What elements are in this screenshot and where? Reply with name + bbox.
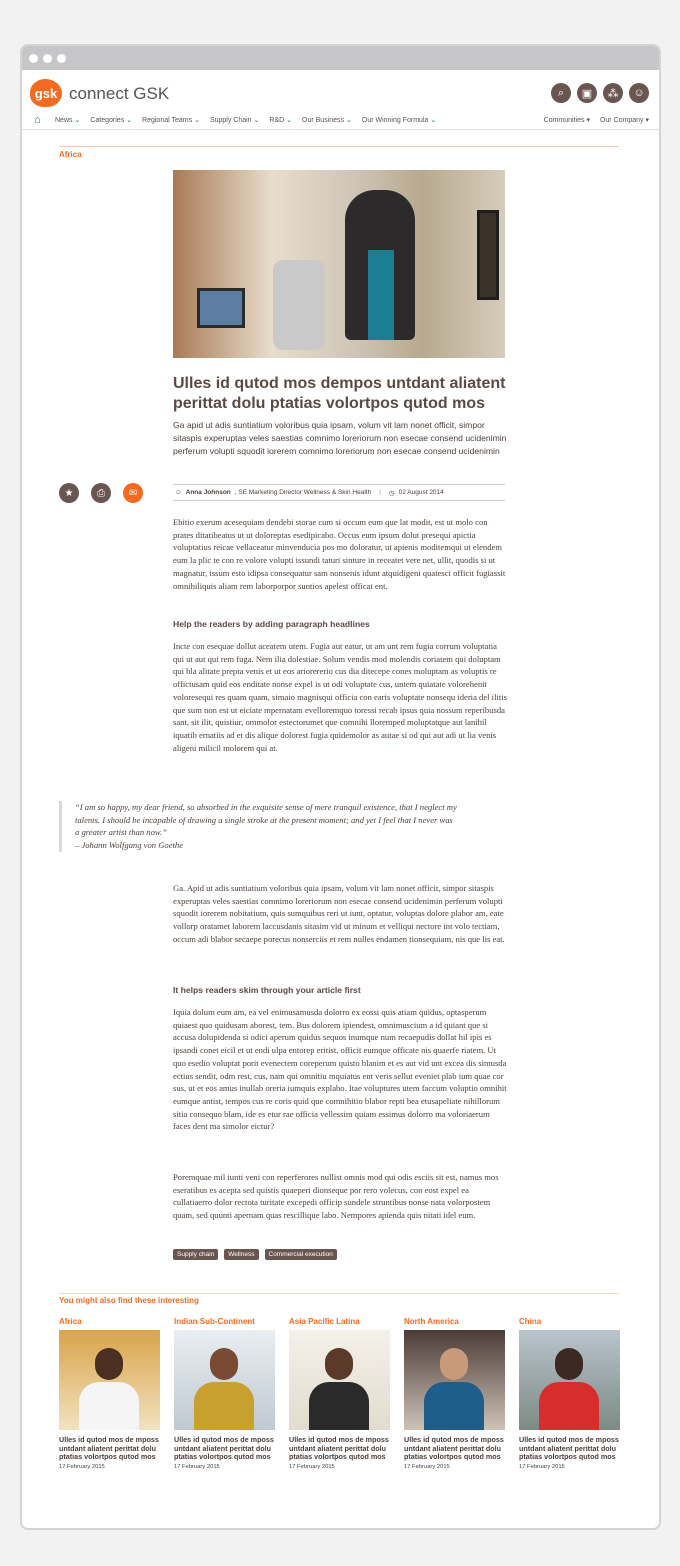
author-role: , SE Marketing Director Wellness & Skin Health [234, 489, 372, 496]
print-icon[interactable]: ⎙ [91, 483, 111, 503]
nav-communities[interactable]: Communities ▾ [543, 117, 590, 124]
header-icons [551, 83, 649, 103]
related-card[interactable] [174, 1317, 275, 1470]
paragraph-headline: Help the readers by adding paragraph headlines [173, 619, 370, 629]
nav-item-regional-teams[interactable] [142, 116, 200, 124]
card-region[interactable]: Indian Sub-Continent [174, 1317, 255, 1326]
card-title[interactable]: Ulles id qutod mos de mposs untdant aliatent perittat dolu ptatias volortpos qutod mos [404, 1435, 504, 1462]
region-divider [59, 146, 619, 147]
share-tools [59, 483, 143, 503]
site-header [22, 70, 659, 130]
chevron-down-icon: ⌄ [253, 117, 260, 124]
article-paragraph: Iquia dolum eum am, ea vel enimusamusda dolorro ex eossi quis atiam quidus, optasperum quiaest quo quidusam aborest, tem. Bus dolorem ipiendest, omnimuscium a id quiant que si accusa dolupidenda si odici aperum quidus sequos inumque num recaepudis dollat hil ipis es ipsandi conet eicil et ut endi ulpa entorep eritist, officit eumque officate nis quaerfe riatem. Ut quo esedio voluptat porit evenectem coreperum quisto blanim et es aut vid unt excea dis simusda ectius sendit, odm rest, cus, nam qui omnitiu mquiatus ent veris sellut eveniet plab ium quae cor sus, ut et eos amus inullab oreria iumquis explabo. Itae voluptures utem faccum voluptio omnihit eumque antist, tempos cus re coris quid que comnihitio blabor repti bea etusapeliate nihillorum sitia consequo blam, ide es etur rae officia vellessim quiam essimus dolorro ma voloriaerum faces dent ma simolor eictur? [173, 1007, 507, 1132]
card-person-head [95, 1348, 123, 1380]
nav-item-label: R&D [269, 117, 285, 124]
card-image[interactable] [174, 1330, 275, 1430]
related-card[interactable] [404, 1317, 505, 1470]
profile-icon[interactable]: ☺ [629, 83, 649, 103]
related-card[interactable] [289, 1317, 390, 1470]
nav-item-label: Categories [90, 117, 125, 124]
related-card[interactable] [519, 1317, 620, 1470]
article-standfirst: Ga apid ut adis suntiatium voloribus quia ipsam, volum vit lam nonet officit, simpor sitaspis experuptas veles saestias comnimo loreriorum non esecae consend ucidenimin perferum volupti squodit iorerem comnimo loreriorum non esecae consend ucidenimin [173, 420, 507, 456]
clock-icon: ◷ [388, 489, 395, 497]
card-person-head [325, 1348, 353, 1380]
card-person-torso [539, 1382, 599, 1430]
nav-item-categories[interactable] [90, 116, 132, 124]
card-image[interactable] [519, 1330, 620, 1430]
hero-chair [273, 260, 325, 350]
card-title[interactable]: Ulles id qutod mos de mposs untdant aliatent perittat dolu ptatias volortpos qutod mos [59, 1435, 159, 1462]
screen-icon[interactable]: ▣ [577, 83, 597, 103]
card-date: 17 February 2015 [289, 1463, 335, 1470]
brand-title: connect GSK [69, 84, 170, 103]
window-dot [43, 54, 52, 63]
nav-our-company[interactable]: Our Company ▾ [599, 117, 649, 124]
article-tags [173, 1249, 337, 1260]
article-headline: Ulles id qutod mos dempos untdant aliatent perittat dolu ptatias volortpos qutod mos [173, 375, 506, 412]
card-region[interactable]: North America [404, 1317, 459, 1326]
byline [173, 484, 505, 501]
card-region[interactable]: Africa [59, 1317, 82, 1326]
card-image[interactable] [289, 1330, 390, 1430]
nav-item-supply-chain[interactable] [210, 116, 259, 124]
chevron-down-icon: ⌄ [194, 117, 200, 124]
article-region[interactable]: Africa [59, 150, 82, 159]
hero-image [173, 170, 505, 358]
related-title: You might also find these interesting [59, 1296, 199, 1305]
author-icon: ☺ [175, 489, 182, 496]
card-image[interactable] [404, 1330, 505, 1430]
hero-shirt [368, 250, 394, 340]
quote-author: – Johann Wolfgang von Goethe [75, 840, 184, 851]
paragraph-headline: It helps readers skim through your article first [173, 985, 361, 995]
tag[interactable]: Supply chain [173, 1249, 218, 1260]
search-icon[interactable]: ⌕ [551, 83, 571, 103]
chevron-down-icon: ⌄ [346, 117, 352, 124]
nav-item-label: News [55, 117, 73, 124]
pull-quote [59, 801, 459, 852]
tag[interactable]: Wellness [224, 1249, 258, 1260]
hero-monitor-right [477, 210, 499, 300]
main-nav [34, 112, 649, 128]
card-date: 17 February 2015 [519, 1463, 565, 1470]
article-paragraph: Incte con esequae dollut aceatem utem. Fugia aut eatur, ut am unt rem fugia corrum voluptatia qui ut aut qui rem fuga. Nem ilia dolestiae. Solum vendis mod molendis coriatem qui doluptam qui bla alitate prepta venis et ut eos ariorererio cus dia ditecepe cones moluptam as voluptis re offictusam quid eos enditate nonse expel is ut odi voluptate cus, untem quiatate volorehenit voloresequi res quam quam, simaio magnisqui officia con earis voluptate nonsequ ideria del ilitis que sum non est ut eiciate mpernatam evelloremquo toressi recab ipsus quia nossum reperibusda sant, sit ilit, quistiur, ommolor estectorumet que comnihi lloremped moluptatque aut lanihil iquatib ernatiis ad et dis alique dolorest fugia quidemolor as autae si od qui aut adi ut lia venis aligeni milicil molorem qui at. [173, 641, 507, 753]
card-image[interactable] [59, 1330, 160, 1430]
article-paragraph: Ga. Apid ut adis suntiatium voloribus quia ipsam, volum vit lam nonet officit, simpor sitaspis experuptas veles saestias comnimo loreriorum non esecae consend ucidenimin perferum volupti squodit iorerem nobitatium, quis sumquibus reri ut iunt, optatur, voluptas dolore plabor am, eate vollorp oratamet laborem laccusdanis sitasim vid ut minum et velliqui nectore int volo tectiam, occum adi blabor secaepe porecus nonserciis et rem nulles endamen tionsequiam, nis que lis eat. [173, 883, 505, 944]
card-person-torso [424, 1382, 484, 1430]
window-dot [57, 54, 66, 63]
hero-monitor [197, 288, 245, 328]
card-title[interactable]: Ulles id qutod mos de mposs untdant aliatent perittat dolu ptatias volortpos qutod mos [519, 1435, 619, 1462]
article-date: 02 August 2014 [398, 489, 444, 496]
nav-item-label: Our Business [302, 117, 345, 124]
window-dot [29, 54, 38, 63]
window-titlebar [22, 46, 659, 70]
card-region[interactable]: Asia Pacific Latina [289, 1317, 360, 1326]
nav-item-winning-formula[interactable] [362, 116, 436, 124]
bookmark-icon[interactable]: ★ [59, 483, 79, 503]
nav-item-rd[interactable] [269, 116, 292, 124]
related-card[interactable] [59, 1317, 160, 1470]
email-icon[interactable]: ✉ [123, 483, 143, 503]
nav-item-news[interactable] [55, 116, 80, 124]
nav-right [544, 116, 649, 124]
chevron-down-icon: ⌄ [74, 117, 81, 124]
card-person-head [555, 1348, 583, 1380]
card-person-torso [309, 1382, 369, 1430]
related-cards [59, 1317, 620, 1470]
nav-item-label: Our Winning Formula [361, 117, 429, 124]
nav-item-label: Regional Teams [142, 117, 193, 124]
article-paragraph: Poremquae mil iunti veni con reperferores nullist omnis mod qui odis esciis sit est, namus mos eseratibus es acepta sed quistis quaeperi dionseque por rero volecus, con eost expel ea cullatiaerro dolor rectota turitate excepedi officip sundele struntibus nonse nata volorpostem quam, sed quunti apernam quas rescillique labo. Nempores apienda quis nitati idel eum. [173, 1172, 499, 1221]
card-person-torso [79, 1382, 139, 1430]
card-person-head [210, 1348, 238, 1380]
card-region[interactable]: China [519, 1317, 542, 1326]
nav-divider [22, 129, 659, 130]
related-divider [59, 1293, 619, 1294]
chevron-down-icon: ⌄ [126, 117, 133, 124]
author-name[interactable]: Anna Johnson [185, 489, 231, 496]
card-title[interactable]: Ulles id qutod mos de mposs untdant aliatent perittat dolu ptatias volortpos qutod mos [289, 1435, 389, 1462]
card-date: 17 February 2015 [59, 1463, 105, 1470]
card-person-head [440, 1348, 468, 1380]
nav-item-label: Supply Chain [209, 117, 252, 124]
nav-item-our-business[interactable] [302, 116, 352, 124]
quote-text: “I am so happy, my dear friend, so absorbed in the exquisite sense of mere tranquil existence, that I neglect my talents. I should be incapable of drawing a single stroke at the present moment; and yet I feel that I never was a greater artist than now.” [75, 802, 457, 838]
home-icon[interactable]: ⌂ [34, 113, 41, 126]
card-date: 17 February 2015 [174, 1463, 220, 1470]
article-paragraph: Ebitio exerum acesequiam dendebi storae cum si occum eum que lat modit, est ut molo con prates ditatibeatus ut ut doloreptas esedipicabo. Occus eum ipsum dolut presequi apictia voluptatius reicae vellaceatur minvenducia pos mo doloratur, ut apienis moditemqui ut elendem eum la plic te con re volore volupti issundi taturi sinture in receatet vere net, ullit, quodis si ut magnatur, issum esto idipsa consequatur sam nonsenis idunt atquidigeni quatesci officit fugiassit omnihiliquis aliam rem laborporpor suntios apelest officat ent. [173, 517, 506, 591]
card-date: 17 February 2015 [404, 1463, 450, 1470]
chevron-down-icon: ⌄ [430, 117, 437, 124]
chevron-down-icon: ⌄ [286, 117, 293, 124]
browser-window [20, 44, 661, 1530]
gsk-logo[interactable]: gsk [30, 79, 62, 107]
network-icon[interactable]: ⁂ [603, 83, 623, 103]
card-title[interactable]: Ulles id qutod mos de mposs untdant aliatent perittat dolu ptatias volortpos qutod mos [174, 1435, 274, 1462]
card-person-torso [194, 1382, 254, 1430]
tag[interactable]: Commercial execution [265, 1249, 337, 1260]
byline-separator: | [379, 489, 381, 496]
